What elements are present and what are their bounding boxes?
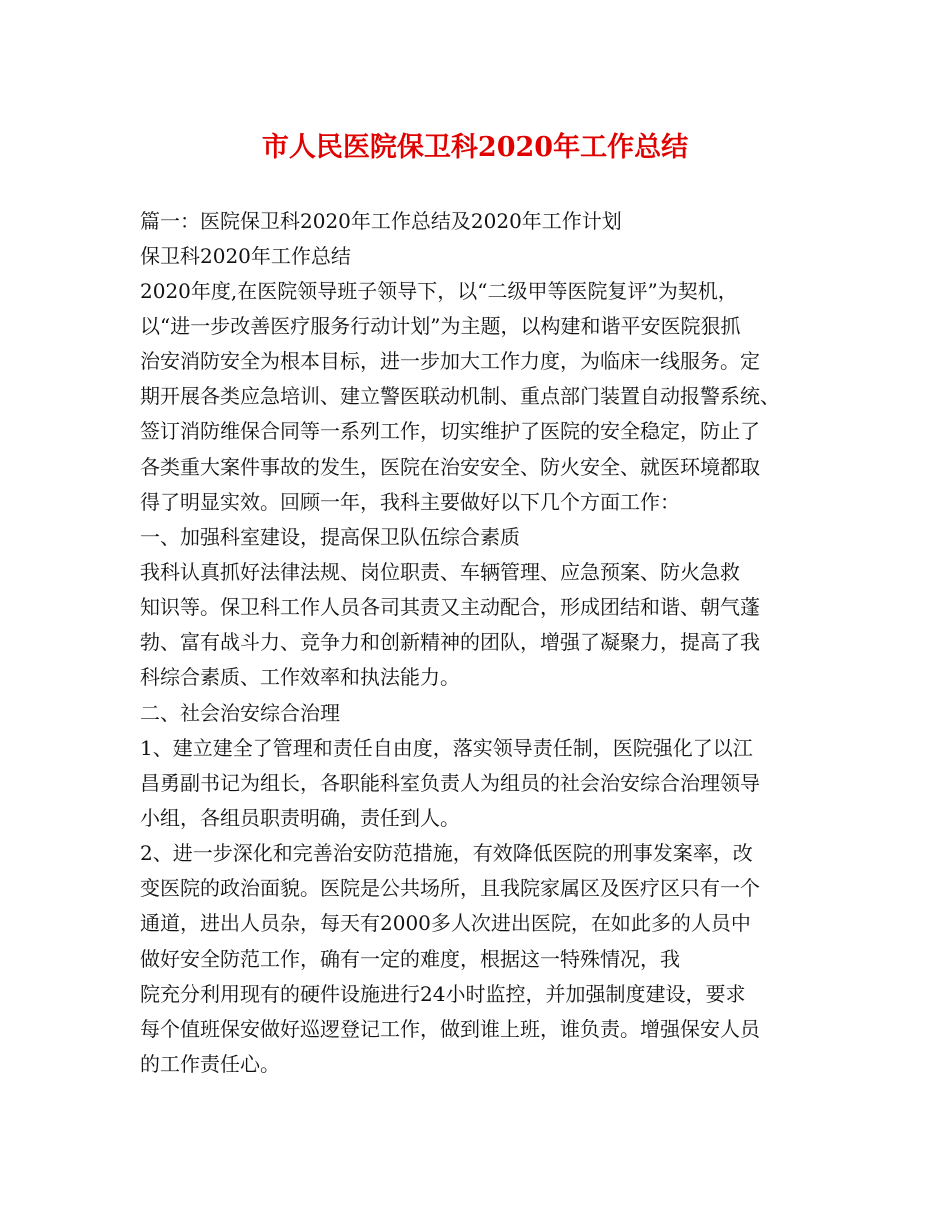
text-line: 小组，各组员职责明确，责任到人。 (140, 806, 460, 830)
text-line: 以“进一步改善医疗服务行动计划”为主题，以构建和谐平安医院狠抓 (140, 314, 741, 338)
text-line: 我科认真抓好法律法规、岗位职责、车辆管理、应急预案、防火急救 (140, 560, 740, 584)
text-line: 治安消防安全为根本目标，进一步加大工作力度，为临床一线服务。定 (140, 349, 760, 373)
text-line: 科综合素质、工作效率和执法能力。 (140, 665, 460, 689)
text-line: 通道，进出人员杂，每天有2000多人次进出医院，在如此多的人员中 (140, 911, 751, 935)
text-line: 2、进一步深化和完善治安防范措施，有效降低医院的刑事发案率，改 (140, 841, 753, 865)
document-title: 市人民医院保卫科2020年工作总结 (261, 132, 689, 163)
text-line: 签订消防维保合同等一系列工作，切实维护了医院的安全稳定，防止了 (140, 419, 760, 443)
text-line: 篇一：医院保卫科2020年工作总结及2020年工作计划 (140, 209, 622, 233)
text-line: 得了明显实效。回顾一年，我科主要做好以下几个方面工作： (140, 490, 680, 514)
section-heading: 一、加强科室建设，提高保卫队伍综合素质 (140, 525, 520, 549)
text-line: 1、建立建全了管理和责任自由度，落实领导责任制，医院强化了以江 (140, 736, 753, 760)
text-line: 院充分利用现有的硬件设施进行24小时监控，并加强制度建设，要求 (140, 982, 746, 1006)
text-line: 各类重大案件事故的发生，医院在治安安全、防火安全、就医环境都取 (140, 455, 760, 479)
text-line: 勃、富有战斗力、竞争力和创新精神的团队，增强了凝聚力，提高了我 (140, 630, 760, 654)
text-line: 保卫科2020年工作总结 (140, 244, 351, 268)
text-line: 每个值班保安做好巡逻登记工作，做到谁上班，谁负责。增强保安人员 (140, 1017, 760, 1041)
text-line: 知识等。保卫科工作人员各司其责又主动配合，形成团结和谐、朝气蓬 (140, 595, 760, 619)
text-line: 做好安全防范工作，确有一定的难度，根据这一特殊情况，我 (140, 947, 680, 971)
text-line: 的工作责任心。 (140, 1052, 280, 1076)
text-line: 变医院的政治面貌。医院是公共场所，且我院家属区及医疗区只有一个 (140, 876, 760, 900)
section-heading: 二、社会治安综合治理 (140, 701, 340, 725)
text-line: 期开展各类应急培训、建立警医联动机制、重点部门装置自动报警系统、 (140, 384, 780, 408)
text-line: 2020年度,在医院领导班子领导下，以“二级甲等医院复评”为契机， (140, 279, 738, 303)
text-line: 昌勇副书记为组长，各职能科室负责人为组员的社会治安综合治理领导 (140, 771, 760, 795)
